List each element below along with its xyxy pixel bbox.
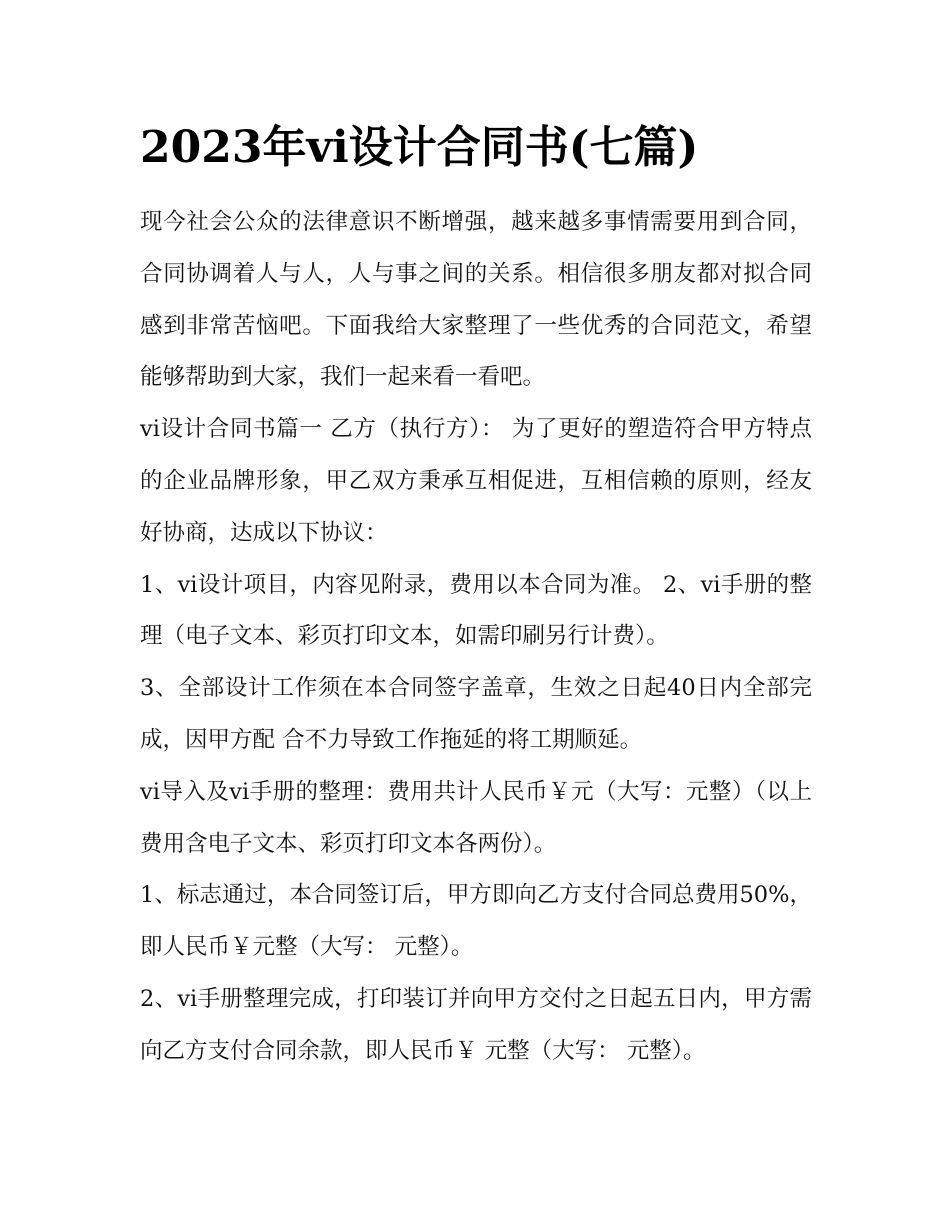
contract-preamble-paragraph: vi设计合同书篇一 乙方（执行方）： 为了更好的塑造符合甲方特点的企业品牌形象，甲乙双方秉承互相促进，互相信赖的原则，经友好协商，达成以下协议： [140,416,812,546]
fee-paragraph: vi导入及vi手册的整理：费用共计人民币￥元（大写：元整）（以上费用含电子文本、彩页打印文本各两份）。 [140,778,812,857]
payment-1-paragraph: 1、标志通过，本合同签订后，甲方即向乙方支付合同总费用50%，即人民币￥元整（大写： 元整）。 [140,882,812,961]
document-body [140,197,812,1078]
payment-2-paragraph: 2、vi手册整理完成，打印装订并向甲方交付之日起五日内，甲方需向乙方支付合同余款，即人民币￥ 元整（大写： 元整）。 [140,985,812,1064]
clause-1-2-paragraph: 1、vi设计项目，内容见附录，费用以本合同为准。 2、vi手册的整理（电子文本、彩页打印文本，如需印刷另行计费）。 [140,571,812,650]
document-title: 2023年vi设计合同书(七篇) [140,122,699,173]
clause-3-paragraph: 3、全部设计工作须在本合同签字盖章，生效之日起40日内全部完成，因甲方配 合不力导致工作拖延的将工期顺延。 [140,675,812,753]
intro-paragraph: 现今社会公众的法律意识不断增强，越来越多事情需要用到合同，合同协调着人与人，人与事之间的关系。相信很多朋友都对拟合同感到非常苦恼吧。下面我给大家整理了一些优秀的合同范文，希望能够帮助到大家，我们一起来看一看吧。 [140,209,812,391]
